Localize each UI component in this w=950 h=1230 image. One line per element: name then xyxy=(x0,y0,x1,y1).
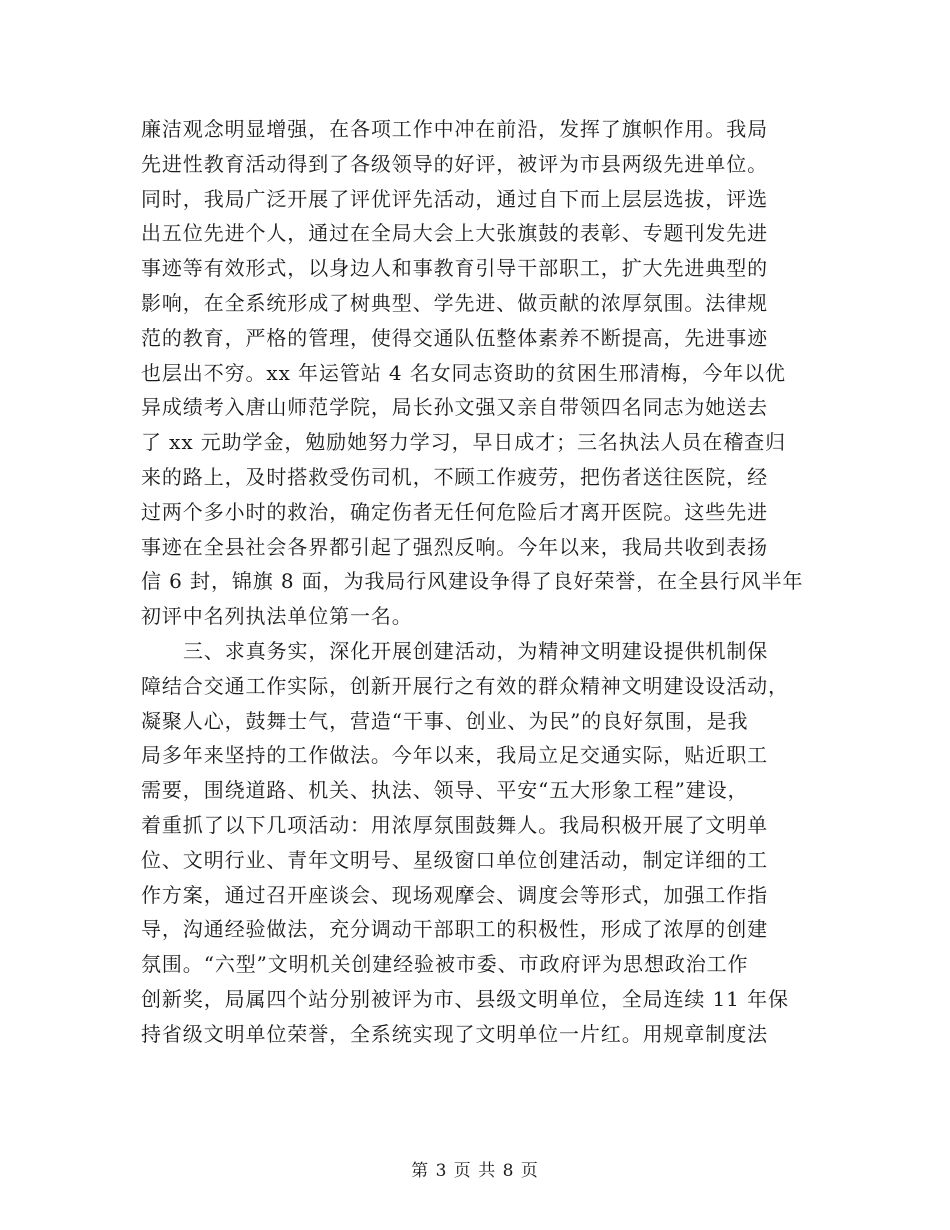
text-line: 需要，围绕道路、机关、执法、领导、平安“五大形象工程”建设， xyxy=(141,778,749,803)
text-line: 初评中名列执法单位第一名。 xyxy=(141,604,413,629)
text-line: 导，沟通经验做法，充分调动干部职工的积极性，形成了浓厚的创建 xyxy=(141,917,768,942)
text-line: 同时，我局广泛开展了评优评先活动，通过自下而上层层选拔，评选 xyxy=(141,186,768,211)
text-line: 也层出不穷。xx 年运管站 4 名女同志资助的贫困生邢清梅，今年以优 xyxy=(141,360,786,385)
text-line: 影响，在全系统形成了树典型、学先进、做贡献的浓厚氛围。法律规 xyxy=(141,290,768,315)
text-line: 异成绩考入唐山师范学院，局长孙文强又亲自带领四名同志为她送去 xyxy=(141,395,768,420)
text-line: 氛围。“六型”文明机关创建经验被市委、市政府评为思想政治工作 xyxy=(141,952,749,977)
text-line: 着重抓了以下几项活动：用浓厚氛围鼓舞人。我局积极开展了文明单 xyxy=(141,812,768,837)
text-line: 信 6 封，锦旗 8 面，为我局行风建设争得了良好荣誉，在全县行风半年 xyxy=(141,569,804,594)
text-line: 范的教育，严格的管理，使得交通队伍整体素养不断提高，先进事迹 xyxy=(141,325,768,350)
text-line: 了 xx 元助学金，勉励她努力学习，早日成才；三名执法人员在稽查归 xyxy=(141,430,786,455)
text-line: 廉洁观念明显增强，在各项工作中冲在前沿，发挥了旗帜作用。我局 xyxy=(141,117,768,141)
text-line: 事迹等有效形式，以身边人和事教育引导干部职工，扩大先进典型的 xyxy=(141,256,768,281)
text-line: 障结合交通工作实际，创新开展行之有效的群众精神文明建设设活动， xyxy=(141,673,789,698)
section-heading-line: 三、求真务实，深化开展创建活动，为精神文明建设提供机制保 xyxy=(183,638,769,663)
text-line: 来的路上，及时搭救受伤司机，不顾工作疲劳，把伤者送往医院，经 xyxy=(141,464,768,489)
text-line: 位、文明行业、青年文明号、星级窗口单位创建活动，制定详细的工 xyxy=(141,847,768,872)
text-line: 事迹在全县社会各界都引起了强烈反响。今年以来，我局共收到表扬 xyxy=(141,534,768,559)
text-line: 凝聚人心，鼓舞士气，营造“干事、创业、为民”的良好氛围，是我 xyxy=(141,708,749,733)
text-line: 出五位先进个人，通过在全局大会上大张旗鼓的表彰、专题刊发先进 xyxy=(141,221,768,246)
page-footer: 第 3 页 共 8 页 xyxy=(411,1161,539,1181)
text-line: 局多年来坚持的工作做法。今年以来，我局立足交通实际，贴近职工 xyxy=(141,743,768,768)
text-line: 持省级文明单位荣誉，全系统实现了文明单位一片红。用规章制度法 xyxy=(141,1021,768,1046)
text-line: 过两个多小时的救治，确定伤者无任何危险后才离开医院。这些先进 xyxy=(141,499,768,524)
body-text xyxy=(141,112,811,1052)
text-line: 作方案，通过召开座谈会、现场观摩会、调度会等形式，加强工作指 xyxy=(141,882,768,907)
text-line: 创新奖，局属四个站分别被评为市、县级文明单位，全局连续 11 年保 xyxy=(141,986,789,1011)
text-line: 先进性教育活动得到了各级领导的好评，被评为市县两级先进单位。 xyxy=(141,151,768,176)
